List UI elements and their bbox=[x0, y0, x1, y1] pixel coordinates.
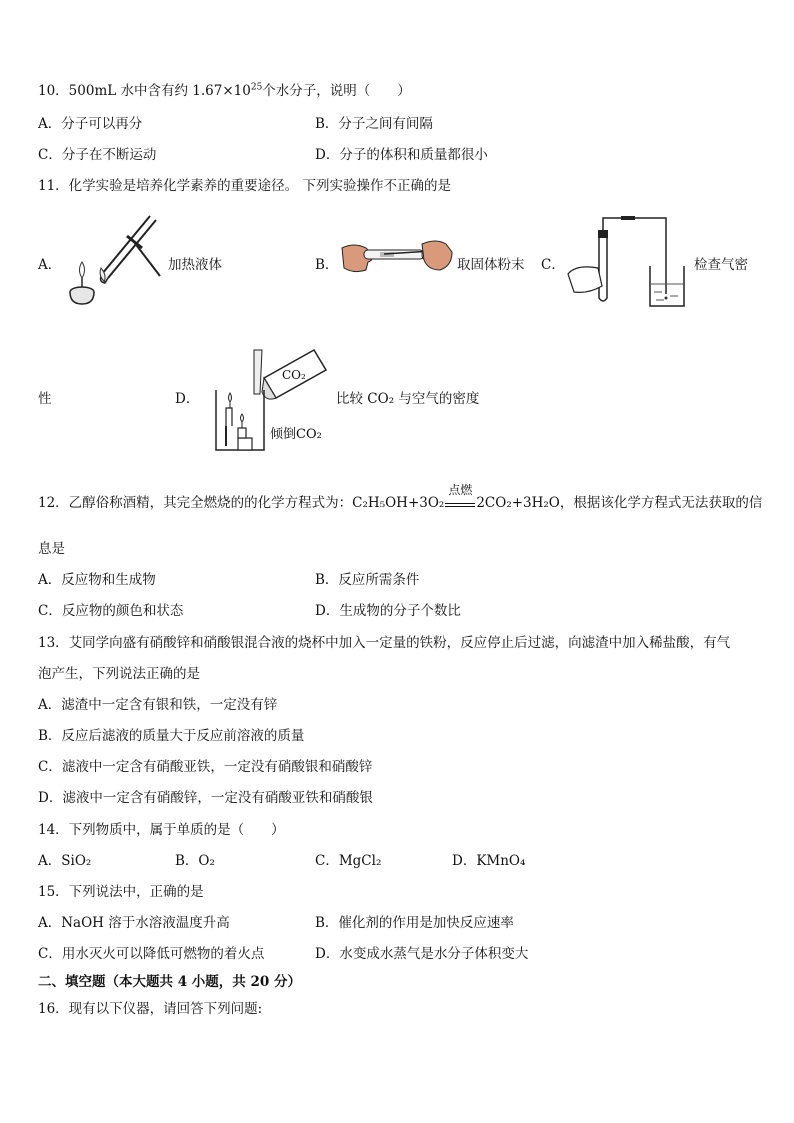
take-solid-powder-illustration bbox=[340, 238, 455, 278]
q10-option-d[interactable]: D．分子的体积和质量都很小 bbox=[315, 147, 488, 163]
q13-option-b[interactable]: B．反应后滤液的质量大于反应前溶液的质量 bbox=[38, 728, 305, 744]
pour-co2-bottle-label: CO₂ bbox=[282, 368, 306, 382]
q12-stem-part-a: 12．乙醇俗称酒精，其完全燃烧的的化学方程式为：C₂H₅OH+3O₂ bbox=[38, 495, 445, 511]
q11-option-a-letter[interactable]: A． bbox=[38, 257, 62, 273]
pour-co2-beaker-label: 倾倒CO₂ bbox=[270, 427, 322, 442]
q16-stem: 16．现有以下仪器，请回答下列问题: bbox=[38, 1001, 263, 1017]
q10-stem-sup: 25 bbox=[250, 82, 263, 93]
reaction-condition-label: 点燃 bbox=[448, 483, 473, 497]
reaction-condition bbox=[445, 483, 475, 507]
q11-option-b-caption: 取固体粉末 bbox=[457, 257, 525, 273]
q10-option-c[interactable]: C．分子在不断运动 bbox=[38, 147, 157, 163]
q11-option-c-caption: 检查气密 bbox=[694, 257, 748, 273]
q15-option-c[interactable]: C．用水灭火可以降低可燃物的着火点 bbox=[38, 946, 265, 962]
q15-option-b[interactable]: B．催化剂的作用是加快反应速率 bbox=[315, 915, 514, 931]
q10-option-b[interactable]: B．分子之间有间隔 bbox=[315, 116, 433, 132]
q13-option-a[interactable]: A．滤渣中一定含有银和铁，一定没有锌 bbox=[38, 697, 278, 713]
q10-stem-prefix: 10．500mL 水中含有约 1.67×10 bbox=[38, 83, 251, 99]
equation-equals-sign bbox=[445, 503, 475, 507]
q15-option-d[interactable]: D．水变成水蒸气是水分子体积变大 bbox=[315, 946, 529, 962]
q14-option-d[interactable]: D．KMnO₄ bbox=[452, 853, 526, 869]
q11-stem: 11．化学实验是培养化学素养的重要途径。 下列实验操作不正确的是 bbox=[38, 178, 451, 194]
q13-option-d[interactable]: D．滤液中一定含有硝酸锌，一定没有硝酸亚铁和硝酸银 bbox=[38, 790, 373, 806]
q13-stem-line2: 泡产生，下列说法正确的是 bbox=[38, 666, 200, 682]
q13-option-c[interactable]: C．滤液中一定含有硝酸亚铁，一定没有硝酸银和硝酸锌 bbox=[38, 759, 373, 775]
q14-option-b[interactable]: B．O₂ bbox=[175, 853, 215, 869]
q13-stem-line1: 13．艾同学向盛有硝酸锌和硝酸银混合液的烧杯中加入一定量的铁粉，反应停止后过滤，向滤渣中加入稀盐酸，有气 bbox=[38, 635, 731, 651]
heating-liquid-illustration bbox=[62, 212, 162, 308]
q15-option-a[interactable]: A．NaOH 溶于水溶液温度升高 bbox=[38, 915, 230, 931]
q11-option-c-caption-cont: 性 bbox=[38, 391, 52, 407]
q10-stem bbox=[38, 82, 411, 100]
q11-option-a-caption: 加热液体 bbox=[168, 257, 222, 273]
q12-option-a[interactable]: A．反应物和生成物 bbox=[38, 572, 156, 588]
q11-option-c-letter[interactable]: C． bbox=[541, 257, 565, 273]
q14-option-a[interactable]: A．SiO₂ bbox=[38, 853, 92, 869]
q12-stem-cont: 息是 bbox=[38, 541, 65, 557]
q12-option-b[interactable]: B．反应所需条件 bbox=[315, 572, 420, 588]
q12-option-d[interactable]: D．生成物的分子个数比 bbox=[315, 603, 461, 619]
q14-stem: 14．下列物质中，属于单质的是（ ） bbox=[38, 822, 285, 838]
q14-option-c[interactable]: C．MgCl₂ bbox=[315, 853, 382, 869]
q10-stem-suffix: 个水分子，说明（ ） bbox=[262, 83, 411, 99]
q12-stem-part-b: 2CO₂+3H₂O，根据该化学方程式无法获取的信 bbox=[476, 495, 763, 511]
q12-option-c[interactable]: C．反应物的颜色和状态 bbox=[38, 603, 184, 619]
q11-option-d-letter[interactable]: D． bbox=[175, 391, 200, 407]
check-airtightness-illustration bbox=[566, 216, 690, 310]
q10-option-a[interactable]: A．分子可以再分 bbox=[38, 116, 143, 132]
q15-stem: 15．下列说法中，正确的是 bbox=[38, 884, 204, 900]
section-title: 二、填空题（本大题共 4 小题，共 20 分） bbox=[38, 974, 301, 990]
q11-option-d-caption: 比较 CO₂ 与空气的密度 bbox=[336, 391, 480, 407]
q11-option-b-letter[interactable]: B． bbox=[315, 257, 339, 273]
q12-stem bbox=[38, 483, 763, 512]
